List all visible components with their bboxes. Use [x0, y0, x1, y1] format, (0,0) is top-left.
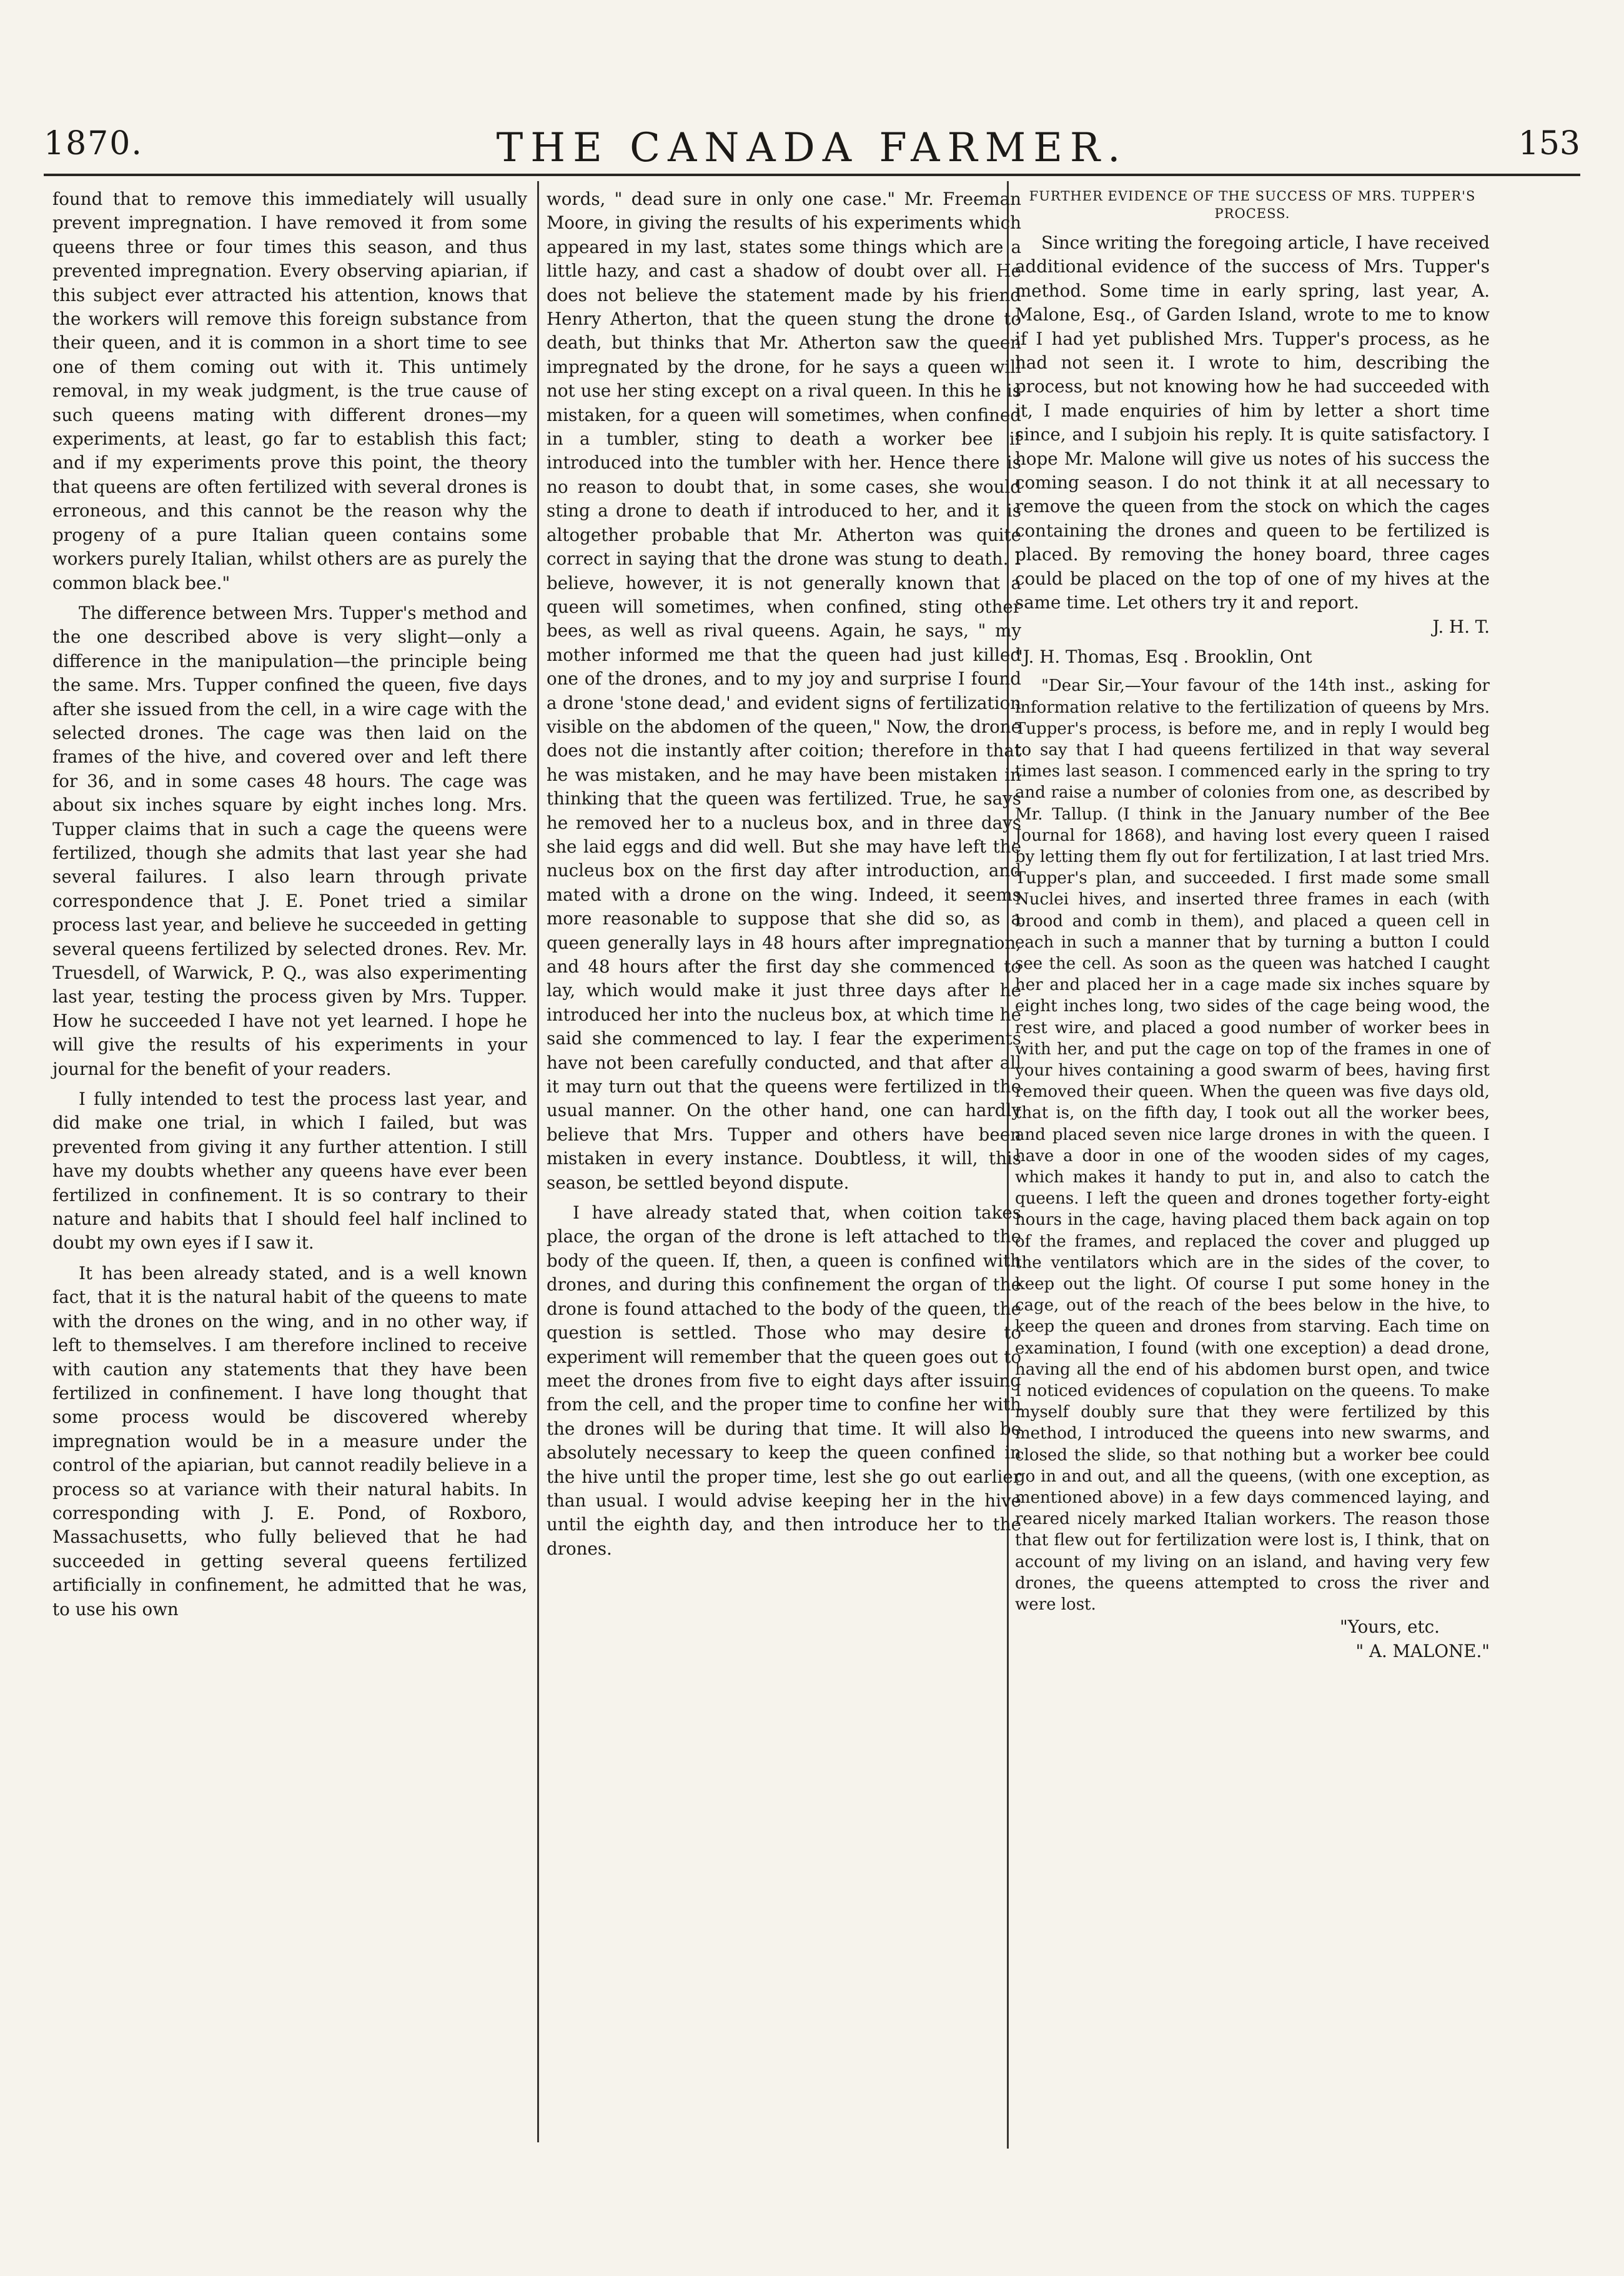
article-column-2 [547, 187, 1021, 1561]
page-number: 153 [1518, 125, 1580, 162]
col1-paragraph-1: found that to remove this immediately will usually prevent impregnation. I have removed it from some queens three or four times this season, and thus prevented impregnation. Every observing apiarian, if this subject ever attracted his attention, knows that the workers will remove this foreign substance from their queen, and it is common in a short time to see one of them coming out with it. This untimely removal, in my weak judgment, is the true cause of such queens mating with different drones—my experiments, at least, go far to establish this fact; and if my experiments prove this point, the theory that queens are often fertilized with several drones is erroneous, and this cannot be the reason why the progeny of a pure Italian queen contains some workers purely Italian, whilst others are as purely the common black bee." [52, 189, 527, 593]
section-heading: FURTHER EVIDENCE OF THE SUCCESS OF MRS. TUPPER'S PROCESS. [1029, 189, 1476, 221]
letter-address: "J. H. Thomas, Esq . Brooklin, Ont [1015, 646, 1312, 667]
signature-malone: " A. MALONE." [1355, 1640, 1490, 1661]
col2-paragraph-1: words, " dead sure in only one case." Mr. Freeman Moore, in giving the results of his experiments which appeared in my last, states some things which are a little hazy, and cast a shadow of doubt over all. He does not believe the statement made by his friend Henry Atherton, that the queen stung the drone to death, but thinks that Mr. Atherton saw the queen impregnated by the drone, for he says a queen will not use her sting except on a rival queen. In this he is mistaken, for a queen will sometimes, when confined in a tumbler, sting to death a worker bee if introduced into the tumbler with her. Hence there is no reason to doubt that, in some cases, she would sting a drone to death if introduced to her, and it is altogether probable that Mr. Atherton was quite correct in saying that the drone was stung to death. I believe, however, it is not generally known that a queen will sometimes, when confined, sting other bees, as well as rival queens. Again, he says, " my mother informed me that the queen had just killed one of the drones, and to my joy and surprise I found a drone 'stone dead,' and evident signs of fertilization visible on the abdomen of the queen," Now, the drone does not die instantly after coition; therefore in that he was mistaken, and he may have been mistaken in thinking that the queen was fertilized. True, he says he removed her to a nucleus box, and in three days she laid eggs and did well. But she may have left the nucleus box on the first day after introduction, and mated with a drone on the wing. Indeed, it seems more reasonable to suppose that she did so, as a queen generally lays in 48 hours after impregnation, and 48 hours after the first day she commenced to lay, which would make it just three days after he introduced her into the nucleus box, at which time he said she commenced to lay. I fear the experiments have not been carefully conducted, and that after all it may turn out that the queens were fertilized in the usual manner. On the other hand, one can hardly believe that Mrs. Tupper and others have been mistaken in every instance. Doubtless, it will, this season, be settled beyond dispute. [547, 189, 1021, 1193]
newspaper-title: THE CANADA FARMER. [496, 125, 1128, 171]
column-divider-1 [537, 181, 539, 2142]
col1-paragraph-2: The difference between Mrs. Tupper's method and the one described above is very slight—only a difference in the manipulation—the principle being the same. Mrs. Tupper confined the queen, five days after she issued from the cell, in a wire cage with the selected drones. The cage was then laid on the frames of the hive, and covered over and left there for 36, and in some cases 48 hours. The cage was about six inches square by eight inches long. Mrs. Tupper claims that in such a cage the queens were fertilized, though she admits that last year she had several failures. I also learn through private correspondence that J. E. Ponet tried a similar process last year, and believe he succeeded in getting several queens fertilized by selected drones. Rev. Mr. Truesdell, of Warwick, P. Q., was also experimenting last year, testing the process given by Mrs. Tupper. How he succeeded I have not yet learned. I hope he will give the results of his experiments in your journal for the benefit of your readers. [52, 602, 527, 1079]
issue-year: 1870. [44, 125, 143, 162]
masthead [44, 125, 1580, 169]
header-rule [44, 174, 1580, 176]
article-column-3 [1015, 187, 1490, 1663]
signature-jht: J. H. T. [1432, 616, 1490, 637]
article-column-1 [52, 187, 527, 1621]
col3-paragraph-1: Since writing the foregoing article, I have received additional evidence of the success of Mrs. Tupper's method. Some time in early spring, last year, A. Malone, Esq., of Garden Island, wrote to me to know if I had yet published Mrs. Tupper's process, as he had not seen it. I wrote to him, describing the process, but not knowing how he had succeeded with it, I made enquiries of him by letter a short time since, and I subjoin his reply. It is quite satisfactory. I hope Mr. Malone will give us notes of his success the coming season. I do not think it at all necessary to remove the queen from the stock on which the cages containing the drones and queen to be fertilized is placed. By removing the honey board, three cages could be placed on the top of one of my hives at the same time. Let others try it and report. [1015, 232, 1490, 613]
col1-paragraph-4: It has been already stated, and is a well known fact, that it is the natural habit of the queens to mate with the drones on the wing, and in no other way, if left to themselves. I am therefore inclined to receive with caution any statements that they have been fertilized in confinement. I have long thought that some process would be discovered whereby impregnation would be in a measure under the control of the apiarian, but cannot readily believe in a process so at variance with their natural habits. In corresponding with J. E. Pond, of Roxboro, Massachusetts, who fully believed that he had succeeded in getting several queens fertilized artificially in confinement, he admitted that he was, to use his own [52, 1262, 527, 1620]
col1-paragraph-3: I fully intended to test the process last year, and did make one trial, in which I failed, but was prevented from giving it any further attention. I still have my doubts whether any queens have ever been fertilized in confinement. It is so contrary to their nature and habits that I should feel half inclined to doubt my own eyes if I saw it. [52, 1089, 527, 1254]
col2-paragraph-2: I have already stated that, when coition takes place, the organ of the drone is left attached to the body of the queen. If, then, a queen is confined with drones, and during this confinement the organ of the drone is found attached to the body of the queen, the question is settled. Those who may desire to experiment will remember that the queen goes out to meet the drones from five to eight days after issuing from the cell, and the proper time to confine her with the drones will be during that time. It will also be absolutely necessary to keep the queen confined in the hive until the proper time, lest she go out earlier than usual. I would advise keeping her in the hive until the eighth day, and then introduce her to the drones. [547, 1202, 1021, 1559]
letter-closing: "Yours, etc. [1340, 1616, 1440, 1638]
letter-body: "Dear Sir,—Your favour of the 14th inst., asking for information relative to the fertilization of queens by Mrs. Tupper's process, is before me, and in reply I would beg to say that I had queens fertilized in that way several times last season. I commenced early in the spring to try and raise a number of colonies from one, as described by Mr. Tallup. (I think in the January number of the Bee Journal for 1868), and having lost every queen I raised by letting them fly out for fertilization, I at last tried Mrs. Tupper's plan, and succeeded. I first made some small Nuclei hives, and inserted three frames in each (with brood and comb in them), and placed a queen cell in each in such a manner that by turning a button I could see the cell. As soon as the queen was hatched I caught her and placed her in a cage made six inches square by eight inches long, two sides of the cage being wood, the rest wire, and placed a good number of worker bees in with her, and put the cage on top of the frames in one of your hives containing a good swarm of bees, having first removed their queen. When the queen was five days old, that is, on the fifth day, I took out all the worker bees, and placed seven nice large drones in with the queen. I have a door in one of the wooden sides of my cages, which makes it handy to put in, and also to catch the queens. I left the queen and drones together forty-eight hours in the cage, having placed them back again on top of the frames, and replaced the cover and plugged up the ventilators which are in the sides of the cover, to keep out the light. Of course I put some honey in the cage, out of the reach of the bees below in the hive, to keep the queen and drones from starving. Each time on examination, I found (with one exception) a dead drone, having all the end of his abdomen burst open, and twice I noticed evidences of copulation on the queens. To make myself doubly sure that they were fertilized by this method, I introduced the queens into new swarms, and closed the slide, so that nothing but a worker bee could go in and out, and all the queens, (with one exception, as mentioned above) in a few days commenced laying, and reared nicely marked Italian workers. The reason those that flew out for fertilization were lost is, I think, that on account of my living on an island, and having very few drones, the queens attempted to cross the river and were lost. [1015, 676, 1490, 1615]
